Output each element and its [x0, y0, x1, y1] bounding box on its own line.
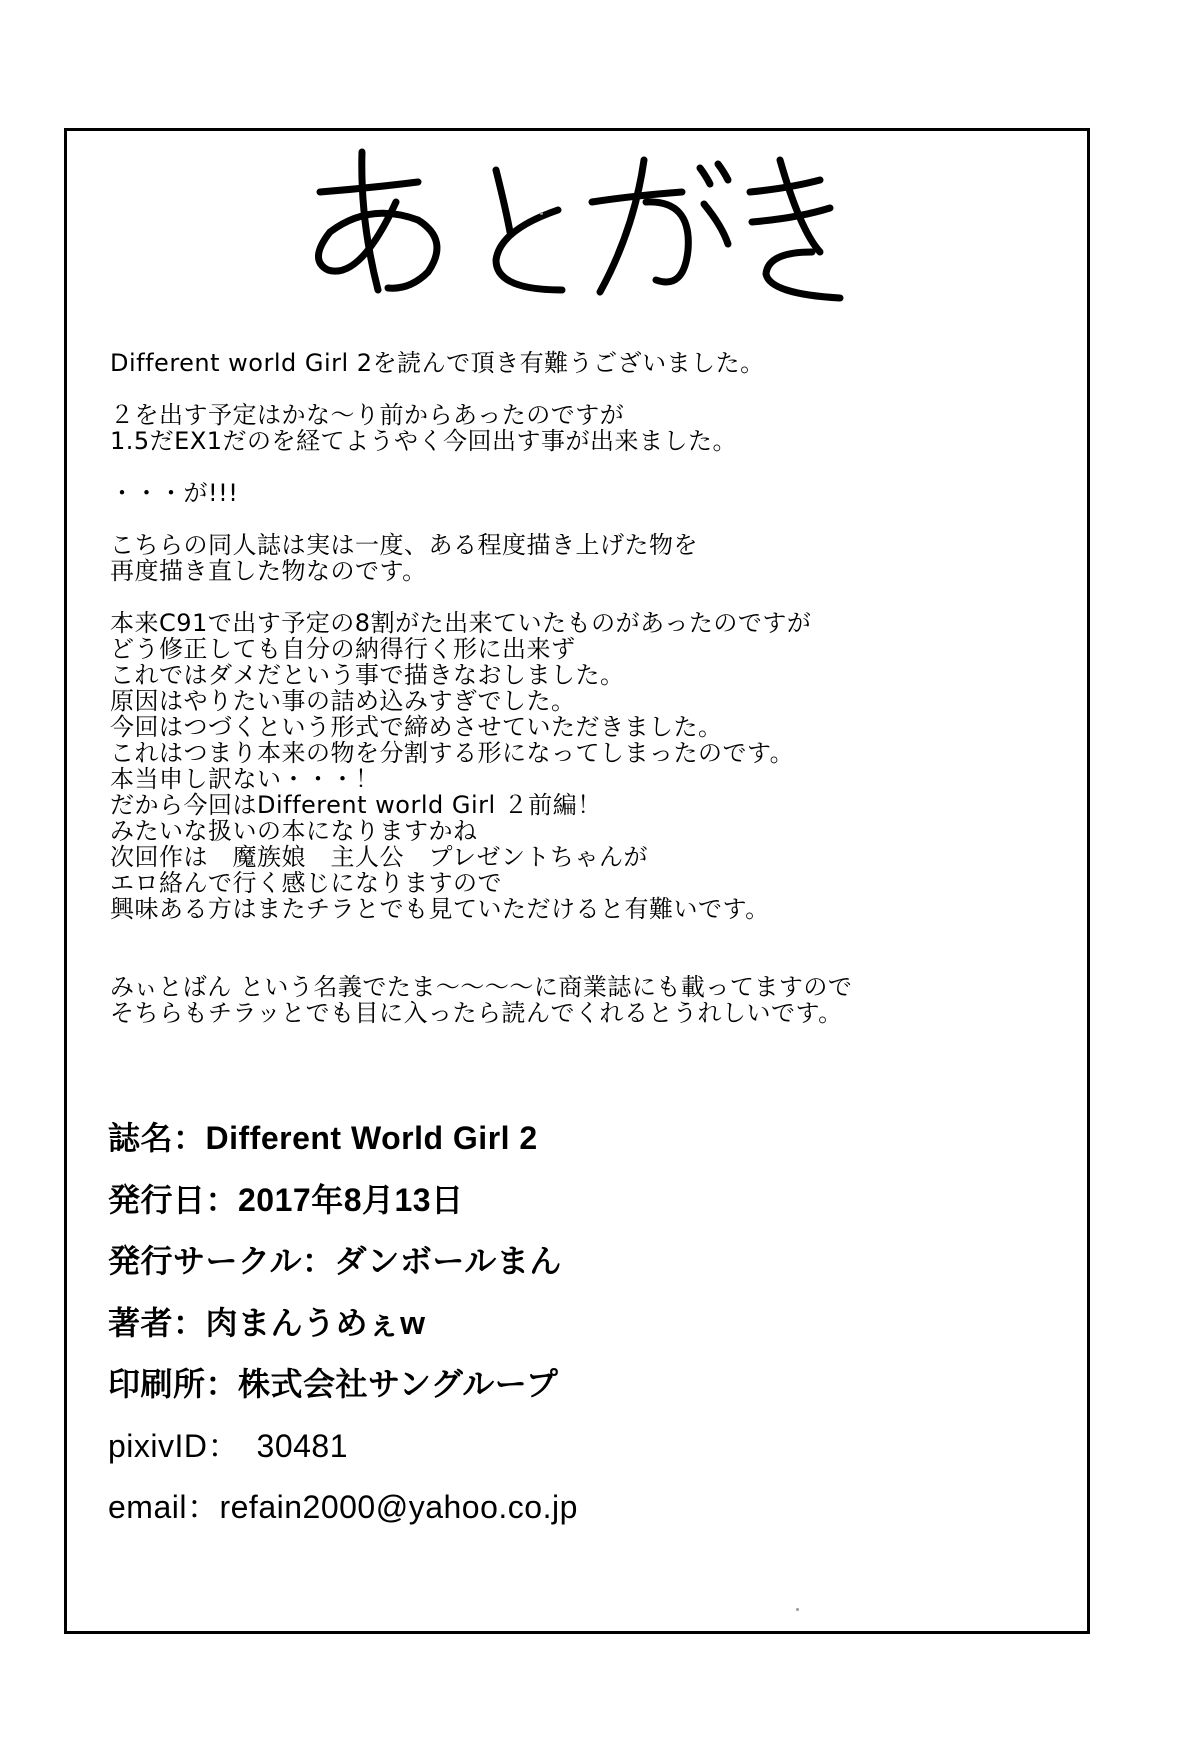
colophon-title: 誌名：Different World Girl 2: [108, 1120, 538, 1156]
colophon-email: email：refain2000@yahoo.co.jp: [108, 1489, 578, 1525]
paragraph-line: そちらもチラッとでも目に入ったら読んでくれるとうれしいです。: [110, 999, 843, 1027]
paragraph-line: 本来C91で出す予定の8割がた出来ていたものがあったのですが: [110, 609, 812, 637]
paragraph-line: これはつまり本来の物を分割する形になってしまったのです。: [110, 739, 795, 767]
paragraph: [110, 532, 1070, 584]
scan-speck: [796, 1608, 799, 1611]
paragraph-line: 本当申し訳ない・・・！: [110, 765, 380, 793]
paragraph-line: どう修正しても自分の納得行く形に出来ず: [110, 635, 576, 663]
colophon-author: 著者：肉まんうめぇw: [108, 1304, 426, 1341]
scan-speck: [540, 212, 543, 215]
paragraph-line: 1.5だEX1だのを経てようやく今回出す事が出来ました。: [110, 427, 738, 455]
colophon: [108, 1118, 1068, 1549]
colophon-printer: 印刷所：株式会社サングループ: [108, 1366, 559, 1402]
afterword-brush-lettering: [300, 140, 860, 310]
paragraph-line: 再度描き直した物なのです。: [110, 557, 427, 585]
colophon-date: 発行日：2017年8月13日: [108, 1181, 464, 1218]
paragraph-line: エロ絡んで行く感じになりますので: [110, 869, 502, 897]
colophon-pixiv: pixivID： 30481: [108, 1427, 349, 1464]
afterword-body: [110, 350, 1070, 1052]
paragraph: [110, 610, 1070, 922]
paragraph-line: みぃとばん という名義でたま～～～～に商業誌にも載ってますので: [110, 973, 853, 1001]
afterword-heading: [300, 140, 860, 310]
paragraph-line: 今回はつづくという形式で締めさせていただきました。: [110, 713, 723, 741]
spacer: [110, 948, 1070, 974]
paragraph: [110, 480, 1070, 506]
paragraph-line: だから今回はDifferent world Girl ２前編！: [110, 791, 602, 819]
paragraph: [110, 974, 1070, 1026]
paragraph-line: ２を出す予定はかな～り前からあったのですが: [110, 401, 625, 429]
paragraph-line: こちらの同人誌は実は一度、ある程度描き上げた物を: [110, 531, 698, 559]
paragraph-line: 次回作は 魔族娘 主人公 プレゼントちゃんが: [110, 843, 649, 871]
paragraph-line: これではダメだという事で描きなおしました。: [110, 661, 625, 689]
paragraph-line: ・・・が!!!: [110, 479, 239, 507]
paragraph-line: 興味ある方はまたチラとでも見ていただけると有難いです。: [110, 895, 770, 923]
paragraph-line: Different world Girl 2を読んで頂き有難うございました。: [110, 349, 765, 377]
paragraph-line: 原因はやりたい事の詰め込みすぎでした。: [110, 687, 576, 715]
paragraph: [110, 350, 1070, 376]
paragraph-line: みたいな扱いの本になりますかね: [110, 817, 478, 845]
paragraph: [110, 402, 1070, 454]
colophon-circle: 発行サークル：ダンボールまん: [108, 1243, 562, 1279]
